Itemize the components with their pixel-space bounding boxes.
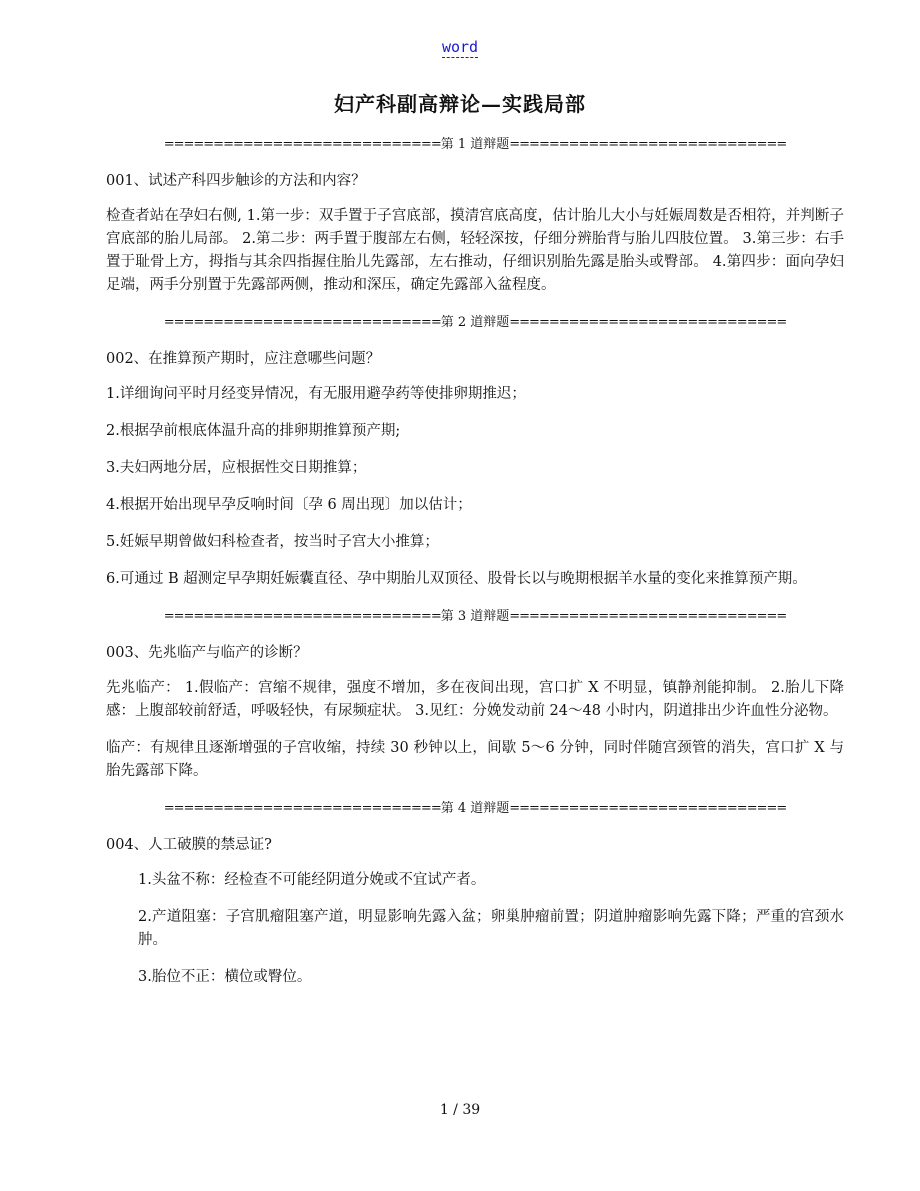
document-title: 妇产科副高辩论—实践局部 (334, 92, 586, 116)
answer-item: 1.头盆不称：经检查不可能经阴道分娩或不宜试产者。 (138, 872, 486, 888)
answer-item: 2.产道阻塞：子宫肌瘤阻塞产道，明显影响先露入盆；卵巢肿瘤前置；阴道肿瘤影响先露下降；严重的宫颈水肿。 (138, 909, 844, 948)
question-text: 003、先兆临产与临产的诊断？ (106, 645, 308, 661)
section-label: 第 2 道辩题 (440, 315, 510, 330)
page-header (0, 38, 920, 56)
separator-left: ============================ (163, 137, 441, 152)
section-separator (106, 311, 844, 334)
section-label: 第 3 道辩题 (440, 609, 510, 624)
document-body (106, 133, 844, 1003)
separator-left: ============================ (163, 609, 441, 624)
header-word-label: word (441, 38, 479, 56)
answer-paragraph: 临产：有规律且逐渐增强的子宫收缩，持续 30 秒钟以上，间歇 5～6 分钟，同时伴随宫颈管的消失，宫口扩 X 与胎先露部下降。 (106, 740, 844, 779)
separator-right: ============================ (509, 137, 787, 152)
question-text: 004、人工破膜的禁忌证? (106, 837, 272, 853)
answer-paragraph: 检查者站在孕妇右侧, 1.第一步：双手置于子宫底部，摸清宫底高度，估计胎儿大小与妊娠周数是否相符，并判断子宫底部的胎儿局部。 2.第二步：两手置于腹部左右侧，轻轻深按，仔细分辨胎背与胎儿四肢位置。 3.第三步：右手置于耻骨上方，拇指与其余四指握住胎儿先露部，左右推动，仔细识别胎先露是胎头或臀部。 4.第四步：面向孕妇足端，两手分别置于先露部两侧，推动和深压，确定先露部入盆程度。 (106, 208, 844, 293)
answer-item: 3.胎位不正：横位或臀位。 (138, 969, 312, 985)
separator-left: ============================ (163, 801, 441, 816)
question-text: 002、在推算预产期时，应注意哪些问题？ (106, 351, 381, 367)
separator-left: ============================ (163, 315, 441, 330)
section-separator (106, 133, 844, 156)
answer-item: 4.根据开始出现早孕反响时间〔孕 6 周出现〕加以估计； (106, 497, 472, 513)
section-label: 第 1 道辩题 (440, 137, 510, 152)
separator-right: ============================ (509, 801, 787, 816)
answer-item: 2.根据孕前根底体温升高的排卵期推算预产期; (106, 423, 401, 439)
answer-item: 6.可通过 B 超测定早孕期妊娠囊直径、孕中期胎儿双顶径、股骨长以与晚期根据羊水量的变化来推算预产期。 (106, 571, 807, 587)
separator-right: ============================ (509, 609, 787, 624)
section-label: 第 4 道辩题 (440, 801, 510, 816)
section-separator (106, 605, 844, 628)
separator-right: ============================ (509, 315, 787, 330)
answer-item: 5.妊娠早期曾做妇科检查者，按当时子宫大小推算； (106, 534, 439, 550)
page-number: 1 / 39 (439, 1102, 481, 1118)
section-separator (106, 797, 844, 820)
question-text: 001、试述产科四步触诊的方法和内容？ (106, 173, 366, 189)
answer-item: 1.详细询问平时月经变异情况，有无服用避孕药等使排卵期推迟； (106, 386, 526, 402)
answer-item: 3.夫妇两地分居，应根据性交日期推算； (106, 460, 367, 476)
answer-paragraph: 先兆临产： 1.假临产：宫缩不规律，强度不增加，多在夜间出现，宫口扩 X 不明显，镇静剂能抑制。 2.胎儿下降感：上腹部较前舒适，呼吸轻快，有尿频症状。 3.见红：分娩发动前 24～48 小时内，阴道排出少许血性分泌物。 (106, 680, 844, 719)
